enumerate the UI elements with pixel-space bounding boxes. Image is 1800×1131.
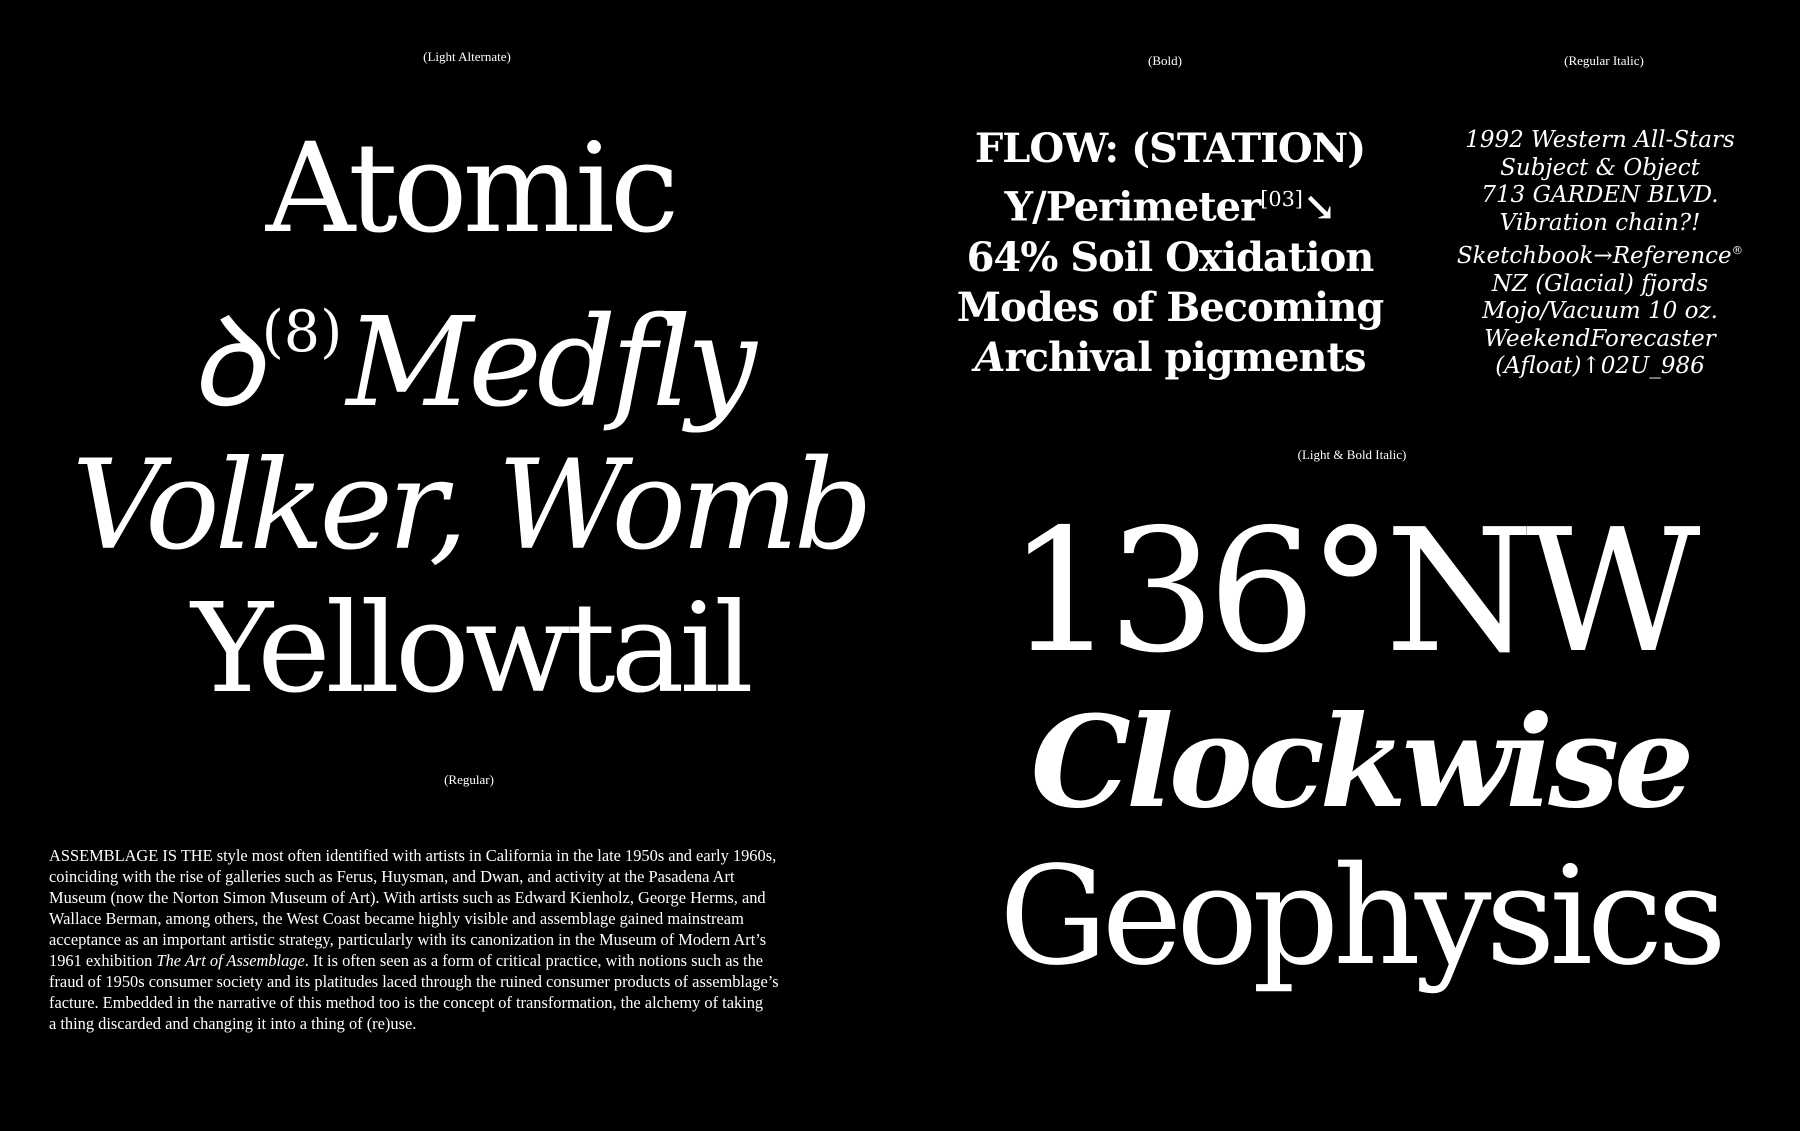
bold-specimen [930,124,1410,383]
bold-line-soil-oxidation: 64% Soil Oxidation [966,233,1374,281]
bold-line-archival-pigments [930,333,1410,383]
specimen-line-volker-womb: Volker, Womb [71,434,869,579]
label-regular-italic: (Regular Italic) [1564,53,1644,68]
italic-line-4: Vibration chain?! [1499,209,1701,236]
italic-line-6: NZ (Glacial) fjords [1491,270,1709,297]
specimen-line-medfly [40,261,900,435]
label-regular: (Regular) [444,772,494,787]
superscript-eight: (8) [261,299,343,365]
bold-line-perimeter [930,174,1410,233]
regular-italic-specimen [1430,127,1770,381]
paragraph-line: Museum (now the Norton Simon Museum of Art). With artists such as Edward Kienholz, George Herms, and [49,888,766,907]
label-light-bold-italic: (Light & Bold Italic) [1297,447,1407,462]
archival-rest: rchival pigments [1004,333,1366,381]
paragraph-line: fraud of 1950s consumer society and its platitudes laced through the ruined consumer products of assemblage’s [49,972,779,991]
paragraph-line: acceptance as an important artistic strategy, particularly with its canonization in the Museum of Modern Art’s [49,930,767,949]
exhibition-title: The Art of Assemblage [156,951,305,970]
sketchbook-text: Sketchbook→Reference [1456,243,1732,270]
big-line-clockwise: Clockwise [1030,688,1690,836]
alternate-glyph: ꝺ [188,291,258,436]
italic-line-3: 713 GARDEN BLVD. [1481,182,1719,208]
registered-mark: ® [1731,243,1744,257]
bold-line-modes-of-becoming: Modes of Becoming [956,283,1384,331]
medfly-word: Medfly [346,291,752,436]
paragraph-text: . It is often seen as a form of critical practice, with notions such as the [304,951,764,970]
big-line-136nw: 136°NW [1007,493,1693,691]
paragraph-line: a thing discarded and changing it into a thing of (re)use. [49,1014,417,1033]
label-bold: (Bold) [1148,53,1182,68]
specimen-line-atomic: Atomic [265,117,675,261]
italic-line-1: 1992 Western All-Stars [1465,127,1735,153]
paragraph-line: ASSEMBLAGE IS THE style most often identified with artists in California in the late 1950s and early 1960s, [49,846,777,865]
light-bold-italic-specimen [930,493,1790,997]
italic-line-5 [1430,237,1770,271]
paragraph-text: 1961 exhibition [49,951,157,970]
label-light-alternate: (Light Alternate) [423,49,511,64]
perimeter-text: Y/Perimeter [1004,183,1261,231]
paragraph-line: facture. Embedded in the narrative of this method too is the concept of transformation, the alchemy of taking [49,993,764,1012]
big-line-geophysics: Geophysics [999,838,1721,996]
regular-paragraph [49,845,919,1034]
italic-line-9: (Afloat)↑02U_986 [1495,353,1705,380]
paragraph-line: coinciding with the rise of galleries such as Ferus, Huysman, and Dwan, and activity at the Pasadena Art [49,867,735,886]
italic-line-2: Subject & Object [1500,154,1700,181]
perimeter-superscript: [03] [1260,187,1303,211]
archival-italic-a: A [974,333,1005,381]
italic-line-7: Mojo/Vacuum 10 oz. [1482,298,1718,325]
bold-line-flow-station: FLOW: (STATION) [974,125,1366,172]
specimen-line-yellowtail: Yellowtail [191,577,749,722]
paragraph-line: Wallace Berman, among others, the West Coast became highly visible and assemblage gained mainstream [49,909,744,928]
light-alternate-specimen [40,118,900,721]
paragraph-line [49,950,919,971]
arrow-down-right-icon: ↘ [1302,183,1336,231]
italic-line-8: WeekendForecaster [1484,325,1716,352]
